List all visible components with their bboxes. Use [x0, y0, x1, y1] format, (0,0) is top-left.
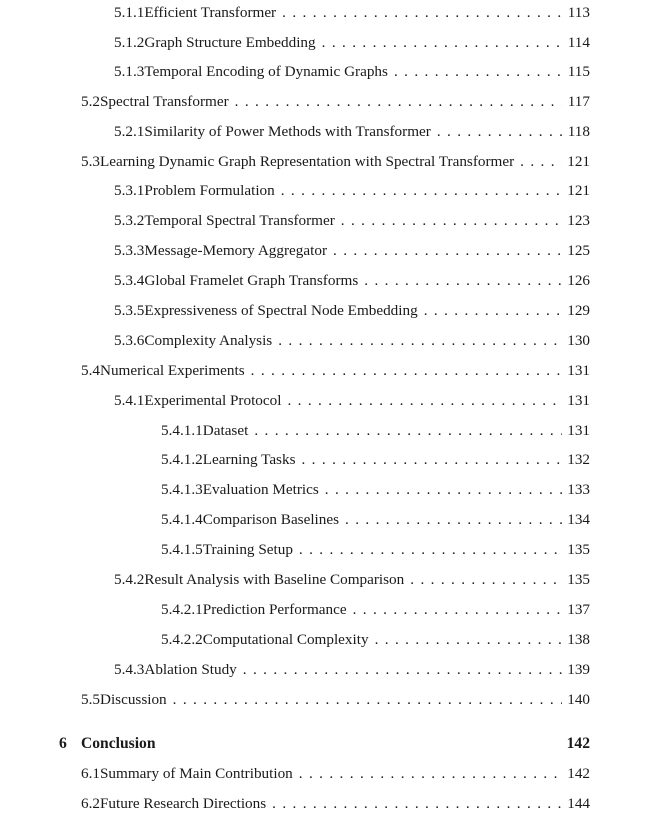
entry-title: Evaluation Metrics	[203, 480, 325, 500]
entry-title: Comparison Baselines	[203, 510, 345, 530]
dot-leader	[333, 241, 562, 261]
entry-page: 140	[567, 691, 590, 708]
dot-leader	[301, 450, 562, 470]
entry-page: 137	[567, 601, 590, 618]
dot-leader	[353, 600, 562, 620]
toc-entry[interactable]	[0, 690, 590, 710]
dot-leader	[410, 570, 562, 590]
entry-title: Training Setup	[203, 540, 299, 560]
entry-number: 6.2	[81, 795, 100, 812]
dot-leader	[243, 660, 562, 680]
entry-number: 5.3.1	[114, 182, 145, 199]
toc-entry[interactable]	[0, 764, 590, 784]
toc-entry[interactable]	[0, 794, 590, 814]
dot-leader	[364, 271, 562, 291]
toc-entry[interactable]	[0, 331, 590, 351]
entry-page: 115	[567, 63, 590, 80]
entry-title: Discussion	[100, 690, 173, 710]
dot-leader	[325, 480, 562, 500]
chapter-page: 142	[566, 735, 590, 752]
dot-leader	[235, 92, 562, 112]
entry-number: 6.1	[81, 765, 100, 782]
toc-chapter-entry[interactable]	[0, 734, 590, 754]
toc-entry[interactable]	[0, 122, 590, 142]
entry-title: Ablation Study	[144, 660, 242, 680]
toc-entry[interactable]	[0, 62, 590, 82]
entry-title: Problem Formulation	[144, 181, 280, 201]
toc-entry[interactable]	[0, 540, 590, 560]
entry-title: Prediction Performance	[203, 600, 353, 620]
toc-entry[interactable]	[0, 33, 590, 53]
entry-number: 5.4.1.5	[161, 541, 203, 558]
toc-entry[interactable]	[0, 181, 590, 201]
entry-number: 5.3.3	[114, 242, 145, 259]
entry-number: 5.3.5	[114, 302, 145, 319]
entry-title: Message-Memory Aggregator	[144, 241, 333, 261]
entry-page: 121	[567, 153, 590, 170]
entry-page: 144	[567, 795, 590, 812]
entry-number: 5.2.1	[114, 123, 145, 140]
toc-entry[interactable]	[0, 600, 590, 620]
dot-leader	[173, 690, 562, 710]
entry-number: 5.4.1.3	[161, 481, 203, 498]
entry-page: 135	[567, 541, 590, 558]
entry-title: Learning Dynamic Graph Representation with Spectral Transformer	[100, 152, 520, 172]
entry-page: 142	[567, 765, 590, 782]
entry-page: 121	[567, 182, 590, 199]
entry-page: 131	[567, 392, 590, 409]
entry-number: 5.1.1	[114, 4, 145, 21]
dot-leader	[375, 630, 562, 650]
dot-leader	[520, 152, 562, 172]
dot-leader	[251, 361, 562, 381]
dot-leader	[287, 391, 562, 411]
dot-leader	[341, 211, 562, 231]
entry-number: 5.4.2.2	[161, 631, 203, 648]
entry-page: 126	[567, 272, 590, 289]
entry-page: 125	[567, 242, 590, 259]
toc-entry[interactable]	[0, 480, 590, 500]
entry-page: 123	[567, 212, 590, 229]
entry-title: Temporal Spectral Transformer	[144, 211, 340, 231]
entry-number: 5.4.1.4	[161, 511, 203, 528]
entry-title: Complexity Analysis	[144, 331, 278, 351]
entry-title: Summary of Main Contribution	[100, 764, 299, 784]
toc-entry[interactable]	[0, 211, 590, 231]
entry-page: 135	[567, 571, 590, 588]
entry-number: 5.2	[81, 93, 100, 110]
entry-number: 5.5	[81, 691, 100, 708]
entry-title: Dataset	[203, 421, 255, 441]
dot-leader	[272, 794, 562, 814]
toc-entry[interactable]	[0, 450, 590, 470]
dot-leader	[278, 331, 562, 351]
dot-leader	[282, 3, 562, 23]
entry-title: Graph Structure Embedding	[144, 33, 321, 53]
chapter-title: Conclusion	[81, 734, 162, 754]
entry-title: Future Research Directions	[100, 794, 272, 814]
entry-title: Expressiveness of Spectral Node Embedding	[144, 301, 423, 321]
entry-number: 5.4.1	[114, 392, 145, 409]
dot-leader	[299, 540, 562, 560]
toc-entry[interactable]	[0, 301, 590, 321]
entry-page: 132	[567, 451, 590, 468]
dot-leader	[254, 421, 562, 441]
toc-entry[interactable]	[0, 660, 590, 680]
entry-title: Numerical Experiments	[100, 361, 251, 381]
toc-entry[interactable]	[0, 361, 590, 381]
entry-page: 133	[567, 481, 590, 498]
entry-title: Result Analysis with Baseline Comparison	[144, 570, 410, 590]
entry-page: 118	[567, 123, 590, 140]
entry-title: Learning Tasks	[203, 450, 302, 470]
entry-number: 5.4.1.2	[161, 451, 203, 468]
dot-leader	[345, 510, 562, 530]
entry-page: 113	[567, 4, 590, 21]
entry-number: 5.4.2	[114, 571, 145, 588]
entry-page: 131	[567, 422, 590, 439]
toc-entry[interactable]	[0, 630, 590, 650]
entry-number: 5.3.6	[114, 332, 145, 349]
entry-title: Experimental Protocol	[144, 391, 287, 411]
entry-page: 131	[567, 362, 590, 379]
dot-leader	[394, 62, 562, 82]
dot-leader	[322, 33, 562, 53]
chapter-number: 6	[59, 735, 67, 752]
entry-page: 134	[567, 511, 590, 528]
entry-number: 5.1.3	[114, 63, 145, 80]
entry-title: Similarity of Power Methods with Transformer	[144, 122, 436, 142]
entry-number: 5.4.2.1	[161, 601, 203, 618]
toc-entry[interactable]	[0, 152, 590, 172]
toc-entry[interactable]	[0, 92, 590, 112]
dot-leader	[437, 122, 562, 142]
entry-page: 129	[567, 302, 590, 319]
entry-title: Computational Complexity	[203, 630, 375, 650]
toc-entry[interactable]	[0, 3, 590, 23]
entry-title: Global Framelet Graph Transforms	[144, 271, 364, 291]
toc-entry[interactable]	[0, 421, 590, 441]
dot-leader	[281, 181, 562, 201]
entry-page: 130	[567, 332, 590, 349]
toc-entry[interactable]	[0, 271, 590, 291]
toc-entry[interactable]	[0, 570, 590, 590]
entry-number: 5.4	[81, 362, 100, 379]
entry-page: 114	[567, 34, 590, 51]
toc-entry[interactable]	[0, 391, 590, 411]
entry-number: 5.3.4	[114, 272, 145, 289]
entry-number: 5.4.3	[114, 661, 145, 678]
dot-leader	[299, 764, 562, 784]
entry-number: 5.4.1.1	[161, 422, 203, 439]
toc-entry[interactable]	[0, 241, 590, 261]
entry-title: Efficient Transformer	[144, 3, 282, 23]
entry-title: Temporal Encoding of Dynamic Graphs	[144, 62, 394, 82]
entry-page: 138	[567, 631, 590, 648]
dot-leader	[424, 301, 562, 321]
entry-number: 5.3.2	[114, 212, 145, 229]
entry-title: Spectral Transformer	[100, 92, 235, 112]
entry-page: 139	[567, 661, 590, 678]
toc-entry[interactable]	[0, 510, 590, 530]
entry-page: 117	[567, 93, 590, 110]
entry-number: 5.1.2	[114, 34, 145, 51]
entry-number: 5.3	[81, 153, 100, 170]
